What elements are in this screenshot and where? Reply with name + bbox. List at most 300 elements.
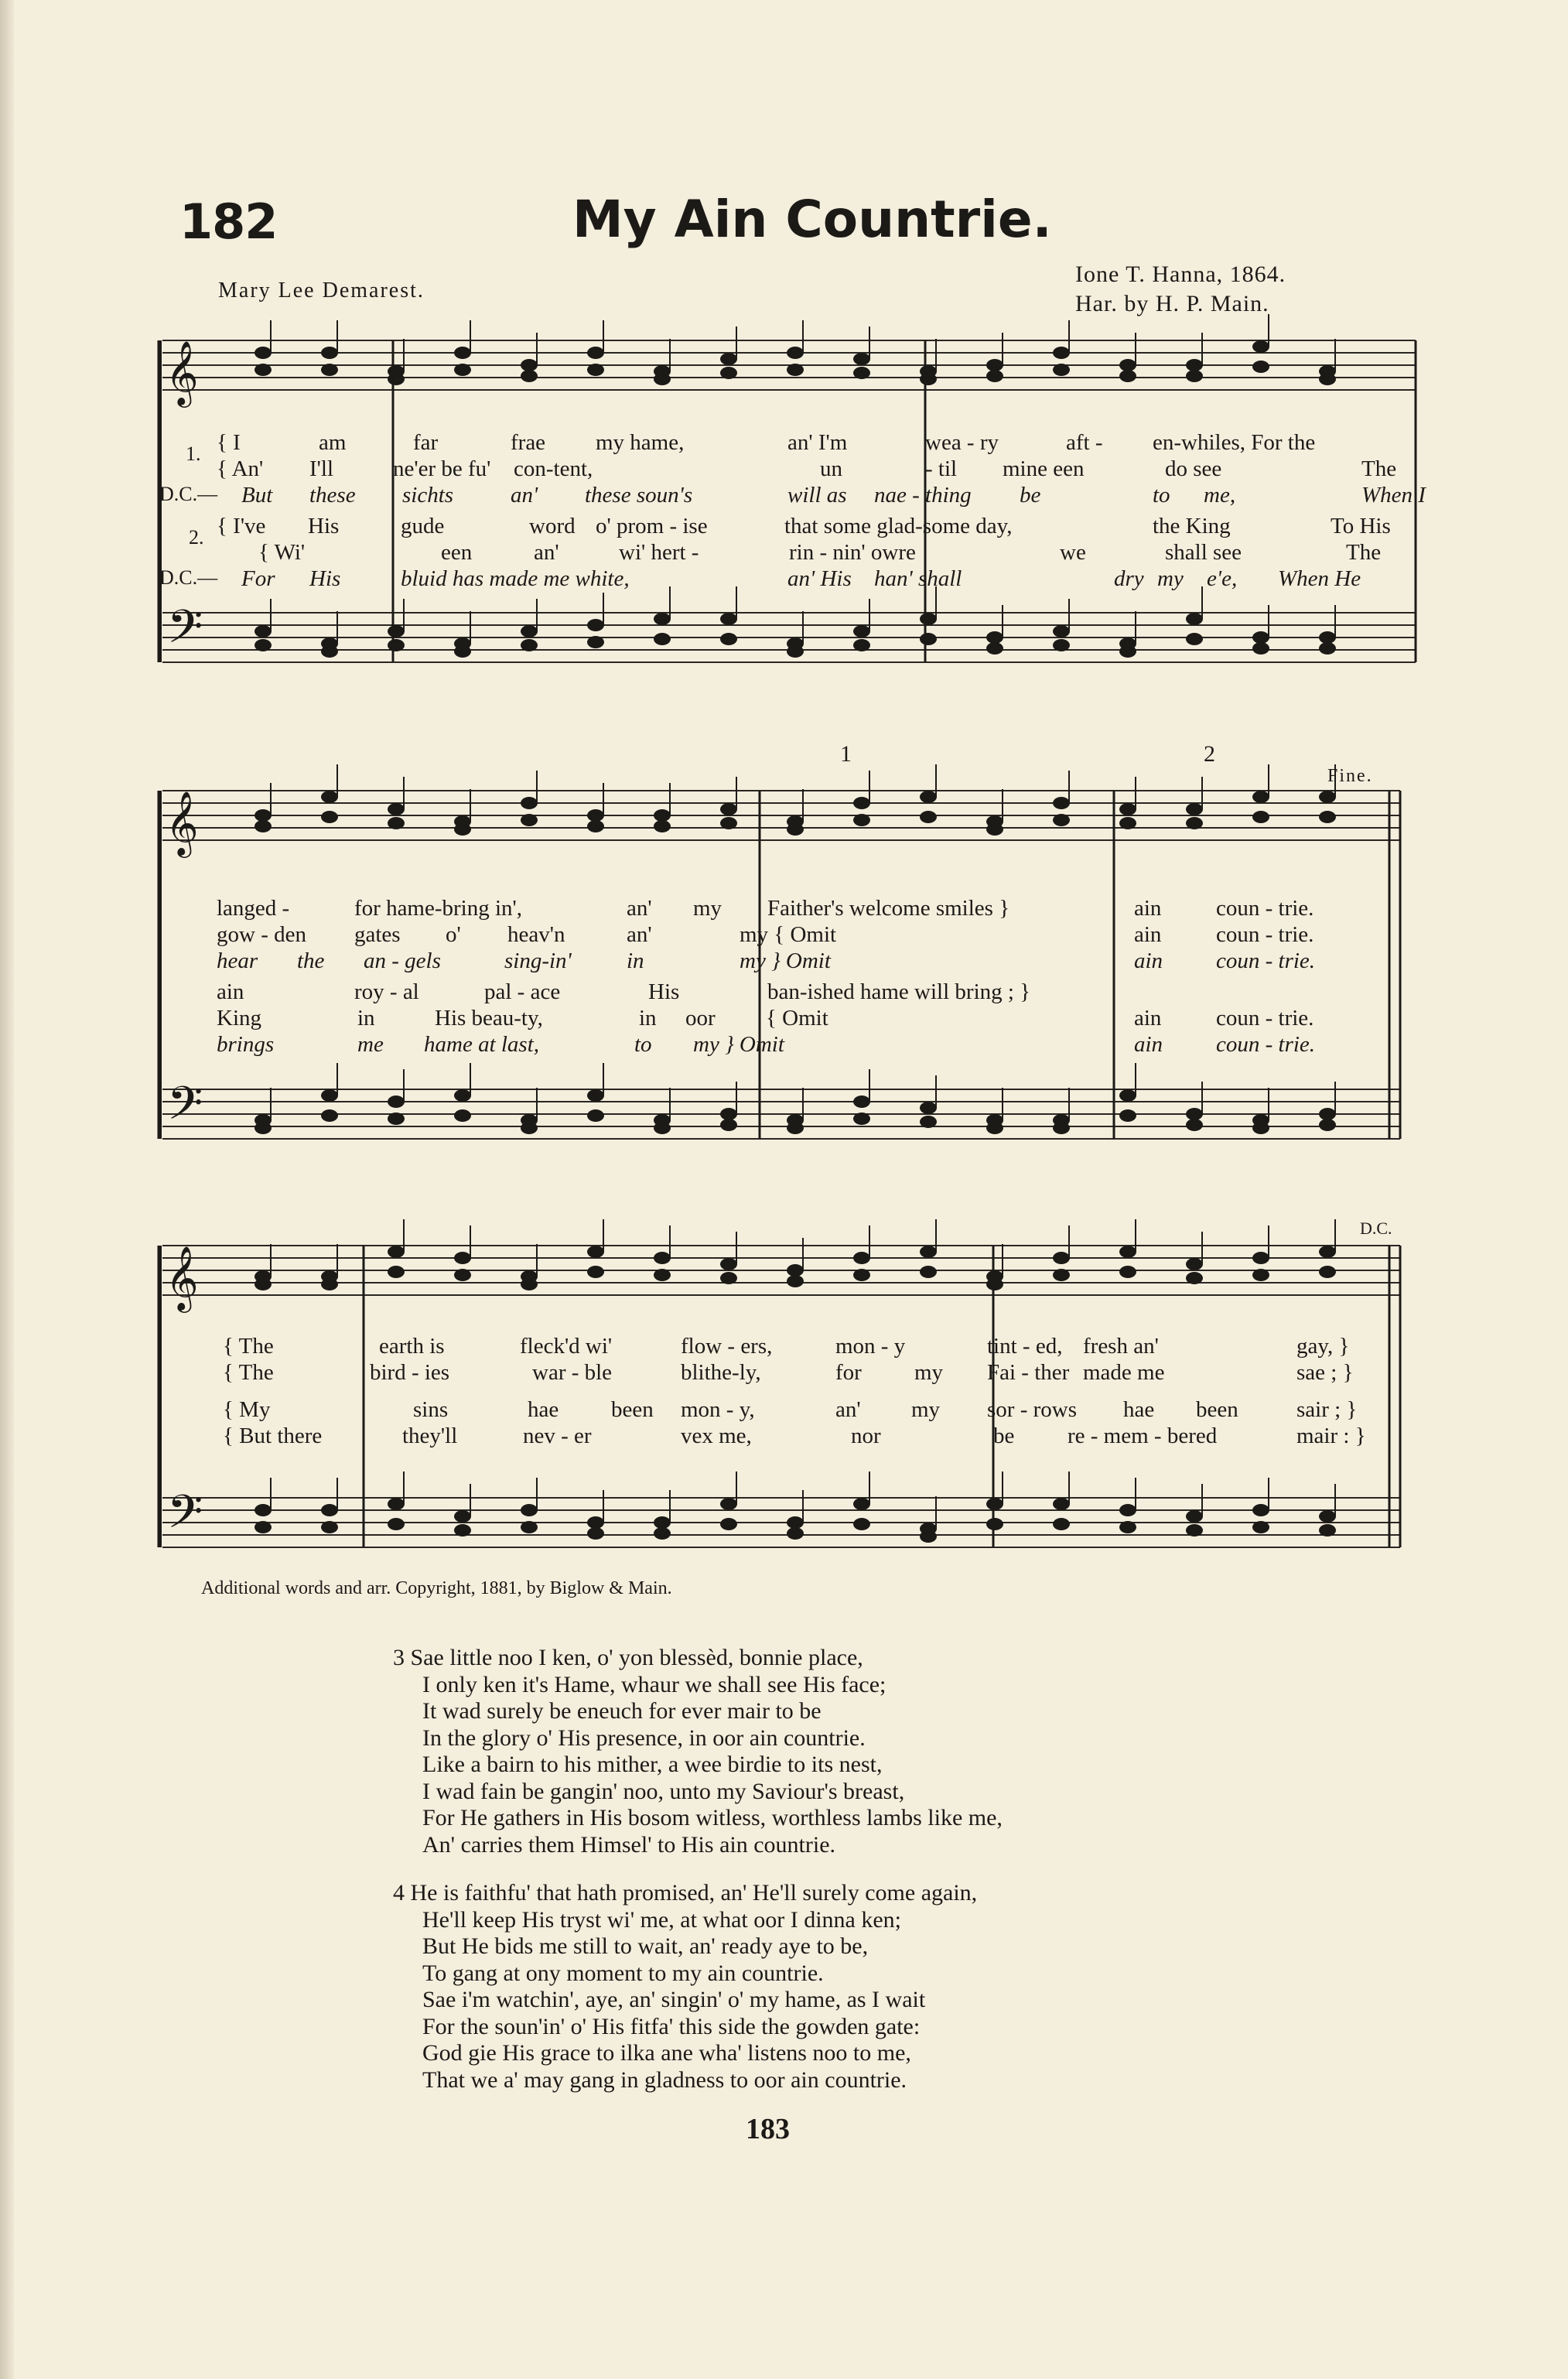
notehead (454, 347, 471, 359)
notehead (388, 803, 405, 815)
notehead (1119, 645, 1136, 658)
lyric-syllable: to (634, 1032, 652, 1057)
lyric-syllable: shall see (1165, 540, 1242, 565)
notehead (1319, 631, 1336, 644)
notehead (654, 1269, 671, 1281)
lyric-syllable: I'll (309, 456, 333, 481)
notehead (920, 811, 937, 823)
notehead (587, 636, 604, 648)
notehead (521, 359, 538, 371)
notehead (255, 1278, 272, 1290)
lyric-syllable: nae - thing (874, 483, 972, 508)
notehead (255, 1122, 272, 1134)
notehead (1053, 1122, 1070, 1134)
notehead (521, 639, 538, 651)
lyric-syllable: sichts (402, 483, 454, 508)
lyric-syllable: these soun's (585, 483, 693, 508)
notehead (1319, 1246, 1336, 1258)
notehead (654, 809, 671, 822)
notehead (1319, 1266, 1336, 1278)
lyric-syllable: word (529, 514, 576, 538)
notehead (587, 809, 604, 822)
lyric-syllable: the (297, 949, 325, 973)
lyric-syllable: bluid has made me white, (401, 566, 630, 591)
lyric-syllable: wea - ry (925, 430, 999, 455)
notehead (1186, 803, 1203, 815)
notehead (1119, 359, 1136, 371)
lyric-syllable: mon - y, (681, 1397, 755, 1422)
notehead (587, 820, 604, 832)
notehead (1319, 811, 1336, 823)
notehead (986, 359, 1003, 371)
lyric-syllable: e'e, (1207, 566, 1238, 591)
notehead (388, 1266, 405, 1278)
notehead (255, 1504, 272, 1516)
notehead (654, 613, 671, 625)
lyric-syllable: my } Omit (740, 949, 831, 973)
notehead (920, 1530, 937, 1543)
lyric-syllable: far (413, 430, 439, 455)
notehead (1319, 791, 1336, 803)
verse-line: In the glory o' His presence, in oor ain countrie. (422, 1724, 866, 1751)
notehead (654, 633, 671, 645)
clef-symbol: 𝄢 (167, 1076, 203, 1141)
notehead (787, 347, 804, 359)
notehead (521, 625, 538, 637)
lyric-syllable: do see (1165, 456, 1222, 481)
lyric-syllable: ne'er be fu' (393, 456, 491, 481)
lyric-syllable: ain (1134, 896, 1162, 921)
notehead (388, 625, 405, 637)
dc-mark: D.C. (1360, 1219, 1392, 1238)
lyric-syllable: ain (1134, 1006, 1162, 1031)
notehead (454, 645, 471, 658)
notehead (920, 373, 937, 385)
notehead (587, 1246, 604, 1258)
lyric-syllable: these (309, 483, 356, 508)
notehead (1252, 642, 1269, 655)
lyric-syllable: my (693, 896, 723, 921)
notehead (388, 373, 405, 385)
notehead (521, 1278, 538, 1290)
notehead (1319, 642, 1336, 655)
notehead (388, 1498, 405, 1510)
lyric-syllable: sor - rows (987, 1397, 1077, 1422)
notehead (1319, 373, 1336, 385)
lyric-syllable: rin - nin' owre (789, 540, 916, 565)
ending-2-mark: 2 (1204, 741, 1215, 767)
lyric-syllable: ain (1134, 949, 1163, 973)
notehead (920, 1266, 937, 1278)
notehead (986, 370, 1003, 382)
notehead (853, 797, 870, 809)
lyric-syllable: coun - trie. (1216, 1006, 1314, 1031)
lyric-syllable: an' (627, 896, 652, 921)
verse-line: Sae i'm watchin', aye, an' singin' o' my hame, as I wait (422, 1987, 926, 2012)
lyric-syllable: un (820, 456, 842, 481)
lyric-syllable: { I (217, 430, 241, 455)
lyric-syllable: { The (223, 1334, 274, 1359)
clef-symbol: 𝄞 (166, 340, 199, 405)
lyric-syllable: aft - (1066, 430, 1103, 455)
notehead (587, 1516, 604, 1529)
notehead (1186, 1108, 1203, 1120)
notehead (787, 1122, 804, 1134)
notehead (1119, 1109, 1136, 1122)
notehead (388, 817, 405, 829)
lyric-syllable: an - gels (364, 949, 441, 973)
notehead (1186, 1258, 1203, 1270)
notehead (986, 823, 1003, 836)
notehead (321, 1089, 338, 1102)
lyric-syllable: mon - y (835, 1334, 906, 1359)
lyric-syllable: en-whiles, For the (1153, 430, 1316, 455)
notehead (321, 1504, 338, 1516)
copyright-note: Additional words and arr. Copyright, 1881, by Biglow & Main. (201, 1578, 672, 1598)
lyric-syllable: fleck'd wi' (520, 1334, 613, 1359)
notehead (853, 639, 870, 651)
notehead (454, 1252, 471, 1264)
notehead (255, 809, 272, 822)
lyric-syllable: { The (223, 1360, 274, 1385)
notehead (255, 364, 272, 376)
lyric-syllable: hae (528, 1397, 559, 1422)
clef-symbol: 𝄞 (166, 1245, 199, 1310)
lyric-syllable: { My (223, 1397, 271, 1422)
notehead (920, 1102, 937, 1114)
lyric-syllable: an' (835, 1397, 861, 1422)
lyric-syllable: re - mem - bered (1068, 1424, 1218, 1448)
notehead (986, 1518, 1003, 1530)
notehead (720, 1272, 737, 1284)
lyric-syllable: His (309, 566, 341, 591)
notehead (1252, 631, 1269, 644)
verse-label: D.C.— (159, 483, 218, 505)
lyric-syllable: gude (401, 514, 445, 538)
notehead (1252, 811, 1269, 823)
lyric-syllable: am (319, 430, 347, 455)
notehead (853, 367, 870, 379)
lyric-syllable: brings (217, 1032, 275, 1057)
lyric-syllable: an' I'm (787, 430, 848, 455)
notehead (587, 364, 604, 376)
notehead (720, 633, 737, 645)
lyric-syllable: King (217, 1006, 261, 1031)
notehead (787, 823, 804, 836)
verse-line: He'll keep His tryst wi' me, at what oor I dinna ken; (422, 1906, 901, 1933)
notehead (787, 645, 804, 658)
notehead (720, 367, 737, 379)
notehead (654, 1252, 671, 1264)
ending-1-mark: 1 (840, 741, 852, 767)
lyric-syllable: will as (787, 483, 847, 508)
notehead (720, 353, 737, 365)
lyric-syllable: mine een (1003, 456, 1085, 481)
notehead (1186, 817, 1203, 829)
notehead (654, 1527, 671, 1540)
notehead (1252, 361, 1269, 373)
lyric-syllable: - til (925, 456, 958, 481)
notehead (853, 814, 870, 826)
lyric-syllable: flow - ers, (681, 1334, 773, 1359)
lyric-syllable: in (357, 1006, 375, 1031)
clef-symbol: 𝄞 (166, 790, 199, 855)
lyric-syllable: my (1157, 566, 1184, 591)
notehead (454, 1269, 471, 1281)
lyric-syllable: an' His (787, 566, 852, 591)
lyric-syllable: sins (413, 1397, 449, 1422)
notehead (1053, 625, 1070, 637)
lyric-syllable: { Omit (766, 1006, 828, 1031)
verse-line: 3 Sae little noo I ken, o' yon blessèd, bonnie place, (393, 1645, 863, 1670)
lyric-syllable: earth is (379, 1334, 445, 1359)
hymn-number: 182 (179, 193, 278, 250)
notehead (454, 1524, 471, 1536)
lyric-syllable: His (308, 514, 340, 538)
notehead (1186, 370, 1203, 382)
lyric-syllable: o' prom - ise (596, 514, 708, 538)
lyric-syllable: { But there (223, 1424, 323, 1448)
lyric-syllable: to (1153, 483, 1170, 508)
lyric-syllable: oor (685, 1006, 716, 1031)
notehead (255, 1521, 272, 1533)
lyric-syllable: they'll (402, 1424, 458, 1448)
notehead (1053, 1252, 1070, 1264)
lyric-syllable: hame at last, (424, 1032, 540, 1057)
lyric-syllable: langed - (217, 896, 290, 921)
notehead (255, 625, 272, 637)
notehead (654, 1516, 671, 1529)
notehead (1319, 1524, 1336, 1536)
notehead (521, 1521, 538, 1533)
lyric-syllable: ain (1134, 922, 1162, 947)
verse-line: God gie His grace to ilka ane wha' listens noo to me, (422, 2040, 911, 2066)
lyric-syllable: been (611, 1397, 654, 1422)
notehead (454, 1510, 471, 1523)
notehead (1053, 364, 1070, 376)
notehead (1252, 340, 1269, 353)
lyric-syllable: mair : } (1296, 1424, 1366, 1448)
lyric-syllable: ban-ished hame will bring ; } (767, 979, 1031, 1004)
lyric-syllable: my { Omit (740, 922, 837, 947)
composer-line-2: Har. by H. P. Main. (1075, 291, 1269, 316)
notehead (321, 347, 338, 359)
lyric-syllable: nor (851, 1424, 881, 1448)
lyric-syllable: for (835, 1360, 862, 1385)
notehead (1119, 1504, 1136, 1516)
notehead (853, 625, 870, 637)
lyric-syllable: dry (1114, 566, 1144, 591)
lyric-syllable: When I (1361, 483, 1426, 508)
notehead (986, 631, 1003, 644)
lyric-syllable: been (1196, 1397, 1238, 1422)
notehead (321, 364, 338, 376)
notehead (654, 1122, 671, 1134)
lyric-syllable: for hame-bring in', (354, 896, 523, 921)
notehead (1119, 370, 1136, 382)
notehead (1186, 359, 1203, 371)
lyric-syllable: my hame, (596, 430, 685, 455)
lyric-syllable: we (1060, 540, 1086, 565)
lyric-syllable: pal - ace (484, 979, 561, 1004)
lyric-syllable: For (241, 566, 275, 591)
notehead (587, 1266, 604, 1278)
lyric-syllable: an' (511, 483, 538, 508)
notehead (1252, 1504, 1269, 1516)
notehead (1252, 791, 1269, 803)
lyric-syllable: His beau-ty, (435, 1006, 543, 1031)
lyric-syllable: in (639, 1006, 657, 1031)
verse-4 (393, 1880, 977, 2094)
lyric-syllable: wi' hert - (619, 540, 699, 565)
notehead (920, 1116, 937, 1128)
notehead (920, 613, 937, 625)
clef-symbol: 𝄢 (167, 600, 203, 665)
lyric-syllable: When He (1278, 566, 1361, 591)
notehead (388, 1246, 405, 1258)
author-credit: Mary Lee Demarest. (218, 279, 425, 303)
lyric-syllable: my (914, 1360, 944, 1385)
notehead (1252, 1252, 1269, 1264)
lyric-syllable: in (627, 949, 644, 973)
notehead (787, 1275, 804, 1287)
notehead (1053, 639, 1070, 651)
lyric-syllable: ain (217, 979, 244, 1004)
lyric-syllable: fresh an' (1083, 1334, 1159, 1359)
lyric-syllable: coun - trie. (1216, 949, 1316, 973)
notehead (787, 1516, 804, 1529)
verse-line: I only ken it's Hame, whaur we shall see His face; (422, 1671, 886, 1697)
notehead (321, 791, 338, 803)
notehead (1186, 1272, 1203, 1284)
lyric-syllable: an' (627, 922, 652, 947)
lyric-syllable: me (357, 1032, 384, 1057)
lyric-syllable: gow - den (217, 922, 306, 947)
verse-line: To gang at ony moment to my ain countrie. (422, 1960, 824, 1986)
fine-mark: Fine. (1327, 766, 1373, 786)
verse-line: For the soun'in' o' His fitfa' this side the gowden gate: (422, 2013, 921, 2039)
notehead (521, 797, 538, 809)
notehead (1319, 1108, 1336, 1120)
composer-line-1: Ione T. Hanna, 1864. (1075, 261, 1286, 287)
notehead (720, 1258, 737, 1270)
lyric-syllable: my } Omit (693, 1032, 784, 1057)
lyric-syllable: be (1020, 483, 1041, 508)
verse-line: But He bids me still to wait, an' ready aye to be, (422, 1933, 869, 1959)
lyric-syllable: be (993, 1424, 1015, 1448)
lyric-syllable: war - ble (532, 1360, 613, 1385)
lyric-syllable: The (1361, 456, 1397, 481)
notehead (1252, 1521, 1269, 1533)
lyric-syllable: sae ; } (1296, 1360, 1354, 1385)
lyric-syllable: con-tent, (514, 456, 593, 481)
notehead (1252, 1269, 1269, 1281)
notehead (587, 347, 604, 359)
verse-label: 2. (189, 526, 204, 549)
verse-label: 1. (186, 443, 201, 465)
lyric-syllable: coun - trie. (1216, 922, 1314, 947)
notehead (1053, 1518, 1070, 1530)
notehead (654, 373, 671, 385)
lyric-syllable: han' shall (874, 566, 962, 591)
notehead (986, 1122, 1003, 1134)
lyric-syllable: { An' (217, 456, 264, 481)
lyric-syllable: nev - er (523, 1424, 592, 1448)
verse-line: That we a' may gang in gladness to oor ain countrie. (422, 2066, 907, 2093)
lyric-syllable: To His (1331, 514, 1391, 538)
lyric-syllable: o' (446, 922, 461, 947)
verse-line: An' carries them Himsel' to His ain countrie. (422, 1831, 836, 1858)
notehead (920, 791, 937, 803)
notehead (1119, 803, 1136, 815)
lyric-syllable: bird - ies (370, 1360, 450, 1385)
notehead (1186, 633, 1203, 645)
notehead (986, 642, 1003, 655)
notehead (1252, 1122, 1269, 1134)
notehead (720, 1119, 737, 1131)
notehead (853, 1269, 870, 1281)
notehead (521, 1504, 538, 1516)
verse-line: Like a bairn to his mither, a wee birdie to its nest, (422, 1752, 883, 1777)
lyric-syllable: But (241, 483, 273, 508)
lyric-syllable: roy - al (354, 979, 419, 1004)
lyric-syllable: me, (1204, 483, 1236, 508)
notehead (388, 1096, 405, 1108)
notehead (321, 645, 338, 658)
notehead (521, 814, 538, 826)
notehead (587, 1109, 604, 1122)
notehead (321, 1109, 338, 1122)
notehead (853, 1518, 870, 1530)
verse-line: 4 He is faithfu' that hath promised, an' He'll surely come again, (393, 1880, 978, 1906)
notehead (587, 1527, 604, 1540)
lyric-syllable: frae (511, 430, 546, 455)
notehead (521, 370, 538, 382)
notehead (787, 1264, 804, 1277)
notehead (1053, 347, 1070, 359)
notehead (720, 803, 737, 815)
lyric-syllable: gay, } (1296, 1334, 1350, 1359)
lyric-syllable: an' (534, 540, 559, 565)
notehead (587, 619, 604, 631)
notehead (853, 1096, 870, 1108)
clef-symbol: 𝄢 (167, 1485, 203, 1550)
notehead (920, 1246, 937, 1258)
hymn-title: My Ain Countrie. (572, 190, 1052, 249)
notehead (454, 364, 471, 376)
lyric-syllable: The (1346, 540, 1382, 565)
notehead (255, 639, 272, 651)
notehead (720, 817, 737, 829)
verse-line: It wad surely be eneuch for ever mair to be (422, 1698, 822, 1724)
verse-line: For He gathers in His bosom witless, worthless lambs like me, (422, 1805, 1003, 1830)
notehead (787, 1527, 804, 1540)
notehead (388, 639, 405, 651)
lyric-syllable: hae (1123, 1397, 1155, 1422)
notehead (321, 1521, 338, 1533)
notehead (388, 1518, 405, 1530)
notehead (1186, 613, 1203, 625)
notehead (1053, 1498, 1070, 1510)
notehead (986, 1498, 1003, 1510)
lyric-syllable: hear (217, 949, 258, 973)
notehead (321, 811, 338, 823)
lyric-syllable: een (441, 540, 473, 565)
notehead (1186, 1119, 1203, 1131)
lyric-syllable: tint - ed, (987, 1334, 1063, 1359)
notehead (1119, 1089, 1136, 1102)
lyric-syllable: Faither's welcome smiles } (767, 896, 1010, 921)
